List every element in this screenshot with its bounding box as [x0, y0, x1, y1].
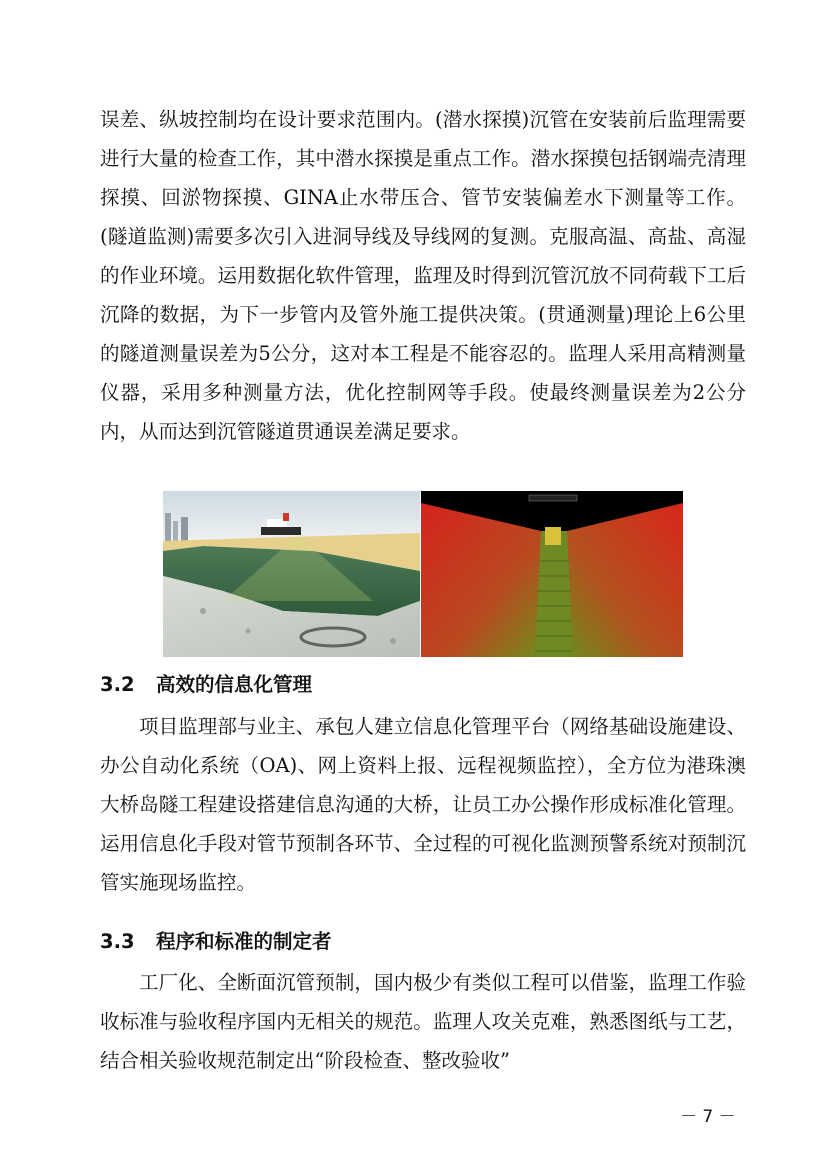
- trench-terrain-model: [421, 491, 683, 657]
- section-number: 3.3: [100, 930, 135, 953]
- page-number: － 7 －: [680, 1107, 736, 1127]
- body-paragraph-1: 误差、纵坡控制均在设计要求范围内。(潜水探摸)沉管在安装前后监理需要进行大量的检查工作，其中潜水探摸是重点工作。潜水探摸包括钢端壳清理探摸、回淤物探摸、GINA止水带压合、管节安装偏差水下测量等工作。(隧道监测)需要多次引入进洞导线及导线网的复测。克服高温、高盐、高湿的作业环境。运用数据化软件管理，监理及时得到沉管沉放不同荷载下工后沉降的数据，为下一步管内及管外施工提供决策。(贯通测量)理论上6公里的隧道测量误差为5公分，这对本工程是不能容忍的。监理人采用高精测量仪器，采用多种测量方法，优化控制网等手段。使最终测量误差为2公分内，从而达到沉管隧道贯通误差满足要求。: [100, 108, 746, 443]
- section-title: 程序和标准的制定者: [156, 930, 332, 953]
- body-paragraph-2: 项目监理部与业主、承包人建立信息化管理平台（网络基础设施建设、办公自动化系统（OA)、网上资料上报、远程视频监控），全方位为港珠澳大桥岛隧工程建设搭建信息沟通的大桥，让员工办公操作形成标准化管理。运用信息化手段对管节预制各环节、全过程的可视化监测预警系统对预制沉管实施现场监控。: [100, 715, 746, 894]
- section-title: 高效的信息化管理: [156, 673, 313, 696]
- section-number: 3.2: [100, 673, 135, 696]
- body-paragraph-3: 工厂化、全断面沉管预制，国内极少有类似工程可以借鉴，监理工作验收标准与验收程序国内无相关的规范。监理人攻关克难，熟悉图纸与工艺，结合相关验收规范制定出“阶段检查、整改验收”: [100, 971, 746, 1072]
- section-heading-3-2: [100, 670, 312, 700]
- underwater-survey-illustration: [163, 491, 420, 657]
- figure-immersed-tunnel: [163, 491, 683, 657]
- section-heading-3-3: [100, 927, 332, 957]
